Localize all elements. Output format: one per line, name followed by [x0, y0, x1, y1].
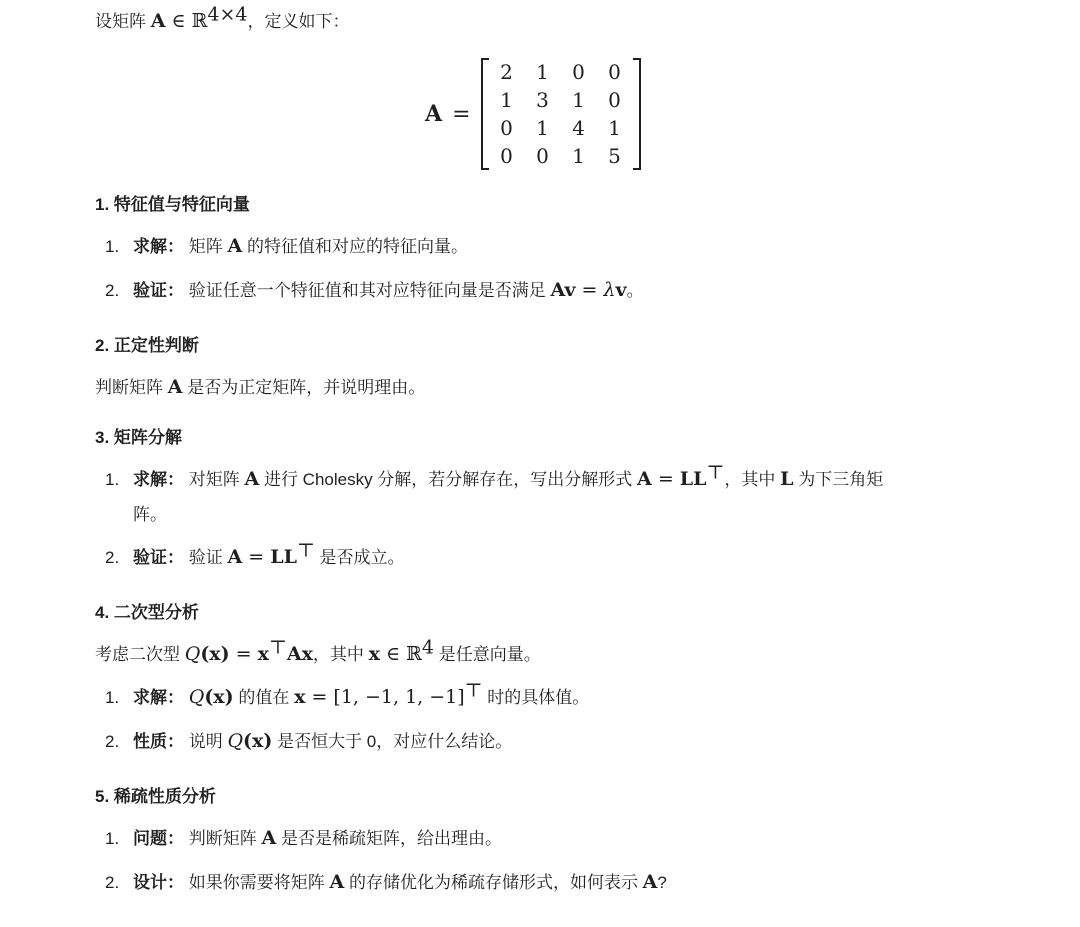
matrix-cell: 0 — [608, 60, 621, 84]
paragraph: 考虑二次型 Q(x) = x⊤Ax，其中 x ∈ ℝ$^4$ 是任意向量。 — [95, 636, 541, 665]
list-item-wrap: 阵。 — [133, 505, 167, 524]
matrix-cell: 0 — [500, 144, 513, 168]
matrix-cell: 1 — [572, 144, 585, 168]
paragraph: 判断矩阵 A 是否为正定矩阵，并说明理由。 — [95, 376, 426, 398]
section-heading-2: 2. 正定性判断 — [95, 336, 199, 355]
list-item: 1. 求解： 矩阵 A 的特征值和对应的特征向量。 — [105, 235, 468, 257]
list-item: 2. 性质： 说明 Q(x) 是否恒大于 0，对应什么结论。 — [105, 730, 513, 752]
list-item: 2. 设计： 如果你需要将矩阵 A 的存储优化为稀疏存储形式，如何表示 A? — [105, 871, 667, 893]
matrix-cell: 5 — [608, 144, 621, 168]
matrix-cell: 0 — [608, 88, 621, 112]
matrix-cell: 1 — [500, 88, 513, 112]
section-heading-3: 3. 矩阵分解 — [95, 428, 182, 447]
matrix-cell: 3 — [536, 88, 549, 112]
matrix-cell: 1 — [536, 60, 549, 84]
matrix-symbol: A — [150, 10, 166, 32]
matrix-cell: 1 — [608, 116, 621, 140]
list-item: 1. 问题： 判断矩阵 A 是否是稀疏矩阵，给出理由。 — [105, 827, 502, 849]
intro-line: 设矩阵 A ∈ ℝ$^{4\times 4}$，定义如下： — [95, 3, 350, 32]
matrix-cell: 1 — [536, 116, 549, 140]
list-item: 1. 求解： 对矩阵 A 进行 Cholesky 分解，若分解存在，写出分解形式 A = LL⊤，其中 L 为下三角矩 — [105, 461, 884, 490]
section-heading-4: 4. 二次型分析 — [95, 603, 199, 622]
section-heading-5: 5. 稀疏性质分析 — [95, 787, 216, 806]
list-item: 2. 验证： 验证 A = LL⊤ 是否成立。 — [105, 539, 405, 568]
section-heading-1: 1. 特征值与特征向量 — [95, 195, 250, 214]
list-item: 1. 求解： Q(x) 的值在 x = [1, −1, 1, −1]⊤ 时的具体值。 — [105, 679, 590, 708]
matrix-cell: 0 — [536, 144, 549, 168]
matrix-grid — [481, 58, 641, 170]
matrix-cell: 1 — [572, 88, 585, 112]
matrix-cell: 0 — [572, 60, 585, 84]
matrix-cell: 4 — [572, 116, 585, 140]
list-item: 2. 验证： 验证任意一个特征值和其对应特征向量是否满足 Av = λv。 — [105, 279, 644, 301]
matrix-cell: 2 — [500, 60, 513, 84]
matrix-label: A — [425, 101, 443, 127]
matrix-display — [425, 56, 641, 172]
matrix-cell: 0 — [500, 116, 513, 140]
equals-sign: = — [452, 101, 471, 127]
